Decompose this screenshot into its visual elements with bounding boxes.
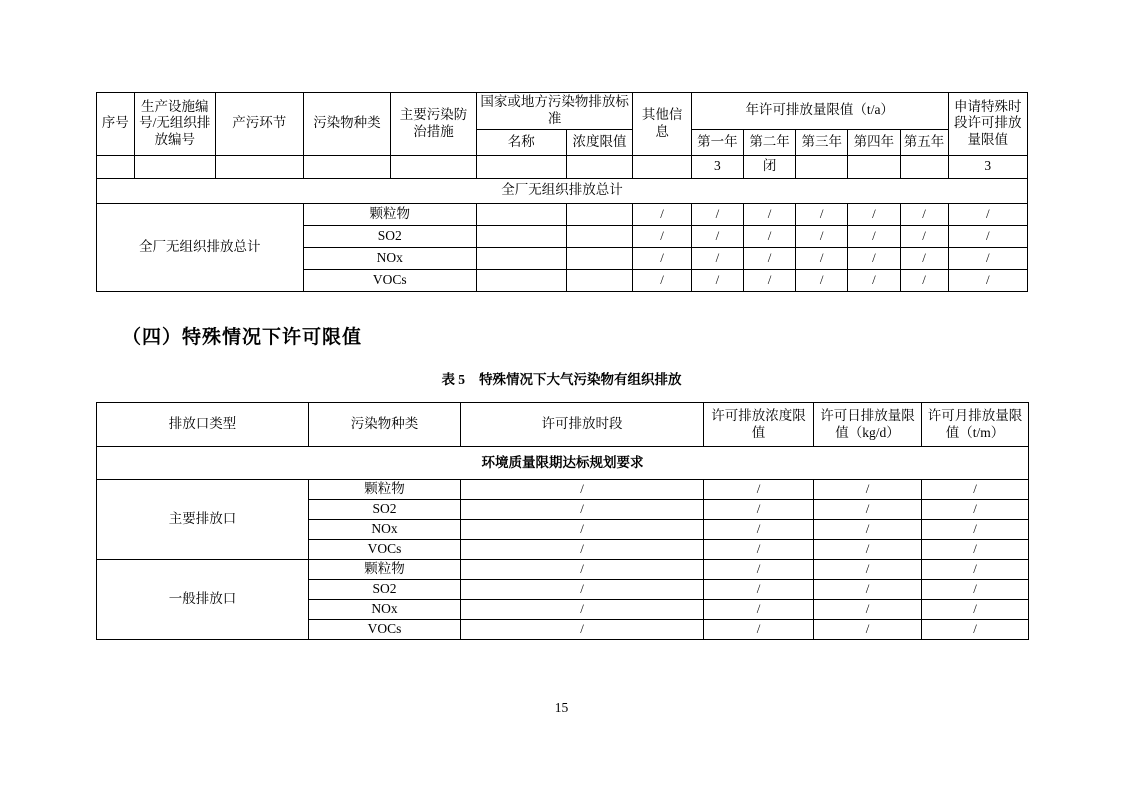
cell-special-period: / — [948, 203, 1027, 225]
cell-monthly: / — [922, 500, 1029, 520]
cell-year4: / — [848, 203, 900, 225]
table-row — [97, 155, 1028, 178]
cell-pollutant: 颗粒物 — [303, 203, 476, 225]
cell-period: / — [461, 480, 704, 500]
cell-daily: / — [814, 480, 922, 500]
group-label-general-outlet: 一般排放口 — [97, 560, 309, 640]
header-special-period: 申请特殊时段许可排放量限值 — [948, 93, 1027, 156]
header-conc-limit: 许可排放浓度限值 — [704, 403, 814, 447]
cell-other-info: / — [633, 225, 691, 247]
header-monthly-limit: 许可月排放量限值（t/m） — [922, 403, 1029, 447]
cell-year5: / — [900, 247, 948, 269]
table-row — [97, 560, 1029, 580]
cell-pollutant: SO2 — [303, 225, 476, 247]
cell-conc: / — [704, 540, 814, 560]
cell-period: / — [461, 600, 704, 620]
cell-other-info: / — [633, 247, 691, 269]
air-fugitive-emission-table — [96, 92, 1028, 292]
table5-caption-number: 表 5 — [441, 372, 466, 387]
cell-year2: 闭 — [743, 155, 795, 178]
cell-period: / — [461, 540, 704, 560]
cell-year4 — [848, 155, 900, 178]
header-standard-group: 国家或地方污染物排放标准 — [476, 93, 633, 130]
header-year3: 第三年 — [796, 129, 848, 155]
header-daily-limit: 许可日排放量限值（kg/d） — [814, 403, 922, 447]
header-standard-limit: 浓度限值 — [566, 129, 633, 155]
header-outlet-type: 排放口类型 — [97, 403, 309, 447]
cell-pollutant-type — [303, 155, 391, 178]
cell-standard-name — [476, 155, 566, 178]
cell-standard-limit — [566, 225, 633, 247]
table-header-row — [97, 403, 1029, 447]
cell-monthly: / — [922, 560, 1029, 580]
cell-period: / — [461, 500, 704, 520]
cell-special-period: / — [948, 225, 1027, 247]
header-pollutant-type: 污染物种类 — [309, 403, 461, 447]
cell-year3: / — [796, 225, 848, 247]
cell-conc: / — [704, 480, 814, 500]
cell-year1: / — [691, 269, 743, 291]
cell-seq — [97, 155, 135, 178]
cell-pollutant: SO2 — [309, 500, 461, 520]
cell-process — [215, 155, 303, 178]
header-year5: 第五年 — [900, 129, 948, 155]
cell-standard-limit — [566, 247, 633, 269]
cell-monthly: / — [922, 540, 1029, 560]
cell-year1: / — [691, 203, 743, 225]
cell-pollutant: VOCs — [309, 620, 461, 640]
cell-monthly: / — [922, 520, 1029, 540]
table-band-row — [97, 447, 1029, 480]
cell-year1: / — [691, 247, 743, 269]
cell-standard-name — [476, 225, 566, 247]
cell-conc: / — [704, 520, 814, 540]
cell-facility-code — [134, 155, 215, 178]
cell-period: / — [461, 580, 704, 600]
cell-year4: / — [848, 225, 900, 247]
cell-standard-name — [476, 247, 566, 269]
cell-year2: / — [743, 203, 795, 225]
cell-pollutant: 颗粒物 — [309, 560, 461, 580]
cell-pollutant: VOCs — [309, 540, 461, 560]
header-process: 产污环节 — [215, 93, 303, 156]
cell-conc: / — [704, 500, 814, 520]
table5-caption-title: 特殊情况下大气污染物有组织排放 — [479, 372, 682, 387]
cell-year3: / — [796, 203, 848, 225]
cell-year3 — [796, 155, 848, 178]
cell-period: / — [461, 620, 704, 640]
cell-year4: / — [848, 269, 900, 291]
group-label-main-outlet: 主要排放口 — [97, 480, 309, 560]
cell-standard-limit — [566, 269, 633, 291]
header-other-info: 其他信息 — [633, 93, 691, 156]
cell-standard-name — [476, 203, 566, 225]
cell-pollutant: SO2 — [309, 580, 461, 600]
group-label-total: 全厂无组织排放总计 — [97, 203, 304, 291]
cell-standard-limit — [566, 155, 633, 178]
cell-pollutant: VOCs — [303, 269, 476, 291]
cell-monthly: / — [922, 620, 1029, 640]
cell-pollutant: 颗粒物 — [309, 480, 461, 500]
cell-year5: / — [900, 203, 948, 225]
cell-daily: / — [814, 600, 922, 620]
cell-year5 — [900, 155, 948, 178]
cell-other-info: / — [633, 269, 691, 291]
cell-conc: / — [704, 560, 814, 580]
cell-year3: / — [796, 247, 848, 269]
header-annual-group: 年许可排放量限值（t/a） — [691, 93, 948, 130]
cell-pollutant: NOx — [303, 247, 476, 269]
header-standard-name: 名称 — [476, 129, 566, 155]
cell-control-measure — [391, 155, 477, 178]
cell-conc: / — [704, 600, 814, 620]
table-row — [97, 480, 1029, 500]
cell-other-info — [633, 155, 691, 178]
cell-standard-limit — [566, 203, 633, 225]
cell-year2: / — [743, 225, 795, 247]
cell-year2: / — [743, 247, 795, 269]
cell-standard-name — [476, 269, 566, 291]
table-band-row — [97, 178, 1028, 203]
header-seq: 序号 — [97, 93, 135, 156]
cell-monthly: / — [922, 580, 1029, 600]
cell-year2: / — [743, 269, 795, 291]
page-number: 15 — [554, 700, 569, 715]
cell-daily: / — [814, 560, 922, 580]
header-facility-code: 生产设施编号/无组织排放编号 — [134, 93, 215, 156]
cell-pollutant: NOx — [309, 600, 461, 620]
table5-caption — [0, 368, 1123, 388]
cell-daily: / — [814, 540, 922, 560]
cell-period: / — [461, 520, 704, 540]
band-label-total: 全厂无组织排放总计 — [97, 178, 1028, 203]
header-control-measure: 主要污染防治措施 — [391, 93, 477, 156]
cell-conc: / — [704, 620, 814, 640]
cell-daily: / — [814, 500, 922, 520]
cell-daily: / — [814, 580, 922, 600]
cell-year5: / — [900, 269, 948, 291]
cell-pollutant: NOx — [309, 520, 461, 540]
cell-monthly: / — [922, 480, 1029, 500]
cell-year3: / — [796, 269, 848, 291]
special-condition-emission-table — [96, 402, 1029, 640]
cell-daily: / — [814, 620, 922, 640]
header-year2: 第二年 — [743, 129, 795, 155]
cell-conc: / — [704, 580, 814, 600]
header-pollutant-type: 污染物种类 — [303, 93, 391, 156]
header-year1: 第一年 — [691, 129, 743, 155]
cell-year5: / — [900, 225, 948, 247]
cell-year1: / — [691, 225, 743, 247]
cell-monthly: / — [922, 600, 1029, 620]
header-permit-period: 许可排放时段 — [461, 403, 704, 447]
band-label-plan-requirement: 环境质量限期达标规划要求 — [97, 447, 1029, 480]
cell-special-period: / — [948, 247, 1027, 269]
table-header-row — [97, 93, 1028, 130]
cell-period: / — [461, 560, 704, 580]
cell-other-info: / — [633, 203, 691, 225]
cell-daily: / — [814, 520, 922, 540]
cell-special-period: 3 — [948, 155, 1027, 178]
cell-year1: 3 — [691, 155, 743, 178]
section-heading: （四）特殊情况下许可限值 — [122, 327, 363, 348]
table-row — [97, 203, 1028, 225]
header-year4: 第四年 — [848, 129, 900, 155]
cell-special-period: / — [948, 269, 1027, 291]
cell-year4: / — [848, 247, 900, 269]
